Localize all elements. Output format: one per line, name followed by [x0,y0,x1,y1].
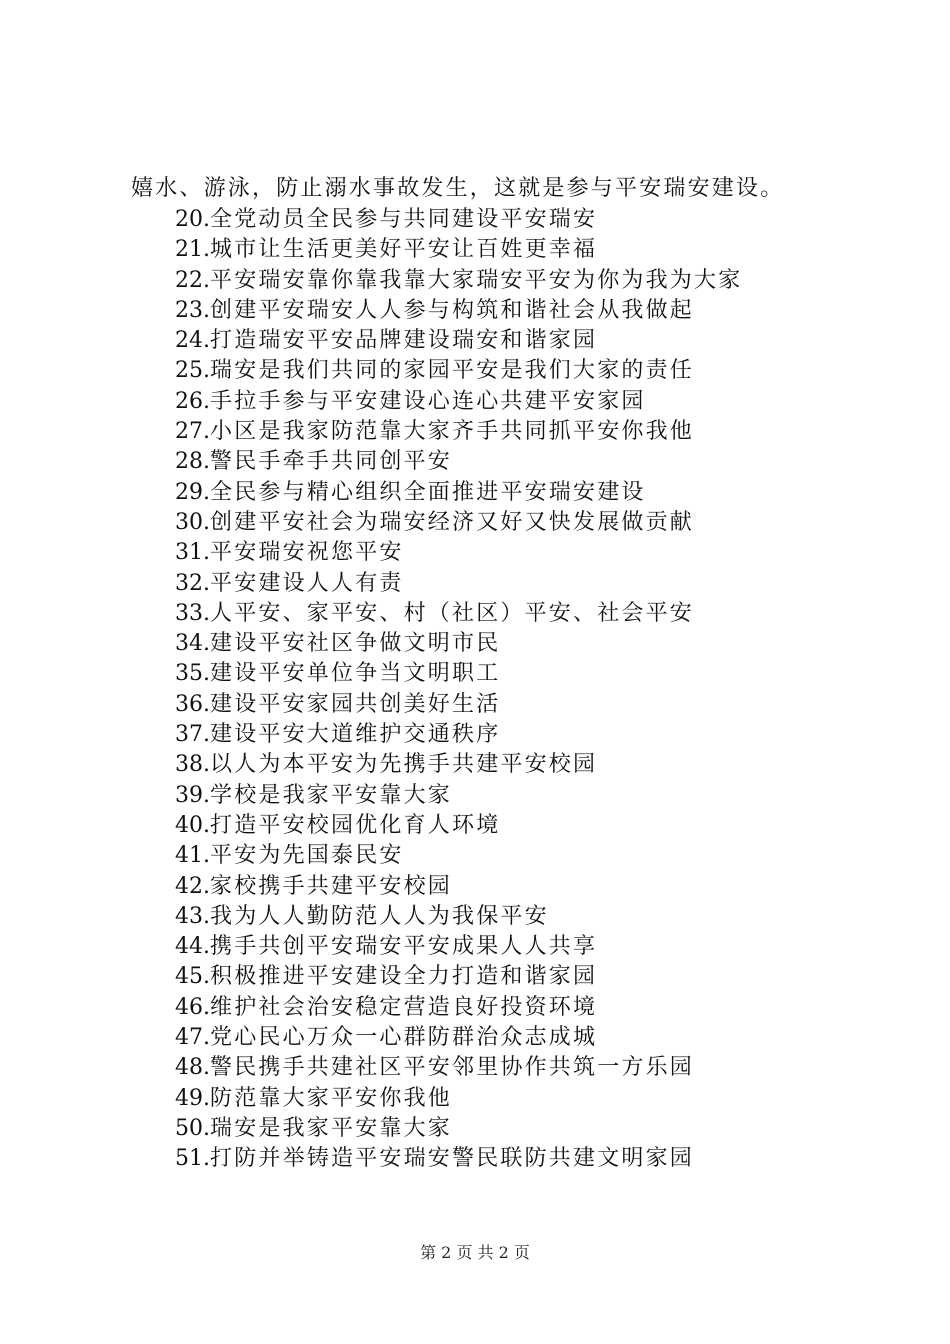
slogan-number: 24. [175,328,210,354]
slogan-text: 建设平安单位争当文明职工 [210,661,501,687]
page-footer: 第 2 页 共 2 页 [420,1243,530,1262]
slogan-item [175,266,742,296]
slogan-number: 50. [175,1115,210,1141]
slogan-text: 人平安、家平安、村（社区）平安、社会平安 [210,600,695,626]
slogan-item [175,538,742,568]
slogan-text: 警民手牵手共同创平安 [210,449,453,475]
slogan-number: 22. [175,267,210,293]
slogan-number: 29. [175,479,210,505]
slogan-text: 平安瑞安靠你靠我靠大家瑞安平安为你为我为大家 [210,267,743,293]
slogan-item [175,872,742,902]
slogan-number: 46. [175,994,210,1020]
slogan-text: 携手共创平安瑞安平安成果人人共享 [210,934,598,960]
slogan-text: 打防并举铸造平安瑞安警民联防共建文明家园 [210,1146,695,1172]
slogan-text: 维护社会治安稳定营造良好投资环境 [210,994,598,1020]
slogan-item [175,508,742,538]
slogan-item [175,1144,742,1174]
slogan-text: 平安建设人人有责 [210,570,404,596]
slogan-text: 党心民心万众一心群防群治众志成城 [210,1025,598,1051]
slogan-number: 48. [175,1055,210,1081]
slogan-text: 创建平安社会为瑞安经济又好又快发展做贡献 [210,509,695,535]
slogan-item [175,356,742,386]
slogan-number: 51. [175,1146,210,1172]
slogan-text: 打造瑞安平安品牌建设瑞安和谐家园 [210,328,598,354]
slogan-number: 28. [175,449,210,475]
slogan-item [175,659,742,689]
slogan-item [175,750,742,780]
slogan-text: 打造平安校园优化育人环境 [210,812,501,838]
slogan-text: 城市让生活更美好平安让百姓更幸福 [210,237,598,263]
slogan-item [175,841,742,871]
slogan-text: 平安瑞安祝您平安 [210,540,404,566]
slogan-number: 30. [175,509,210,535]
slogan-number: 27. [175,419,210,445]
slogan-item [175,569,742,599]
slogan-text: 防范靠大家平安你我他 [210,1085,453,1111]
slogan-item [175,417,742,447]
slogan-number: 20. [175,207,210,232]
slogan-item [175,629,742,659]
slogan-text: 瑞安是我家平安靠大家 [210,1115,453,1141]
slogan-number: 44. [175,934,210,960]
slogan-text: 建设平安大道维护交通秩序 [210,722,501,748]
slogan-item [175,1114,742,1144]
slogan-item [175,781,742,811]
slogan-text: 积极推进平安建设全力打造和谐家园 [210,964,598,990]
slogan-item [175,387,742,417]
slogan-number: 26. [175,388,210,414]
slogan-item [175,447,742,477]
slogan-text: 手拉手参与平安建设心连心共建平安家园 [210,388,646,414]
slogan-number: 32. [175,570,210,596]
slogan-number: 35. [175,661,210,687]
slogan-text: 全民参与精心组织全面推进平安瑞安建设 [210,479,646,505]
slogan-text: 全党动员全民参与共同建设平安瑞安 [210,207,598,232]
slogan-item [175,205,742,235]
slogan-number: 49. [175,1085,210,1111]
slogan-item [175,690,742,720]
slogan-item [175,962,742,992]
slogan-text: 小区是我家防范靠大家齐手共同抓平安你我他 [210,419,695,445]
slogan-text: 建设平安社区争做文明市民 [210,631,501,657]
slogan-number: 38. [175,752,210,778]
slogan-number: 21. [175,237,210,263]
slogan-text: 家校携手共建平安校园 [210,873,453,899]
slogan-number: 36. [175,691,210,717]
slogan-number: 42. [175,873,210,899]
slogan-item [175,1023,742,1053]
slogan-number: 23. [175,297,210,323]
slogan-number: 41. [175,843,210,869]
slogan-item [175,599,742,629]
slogan-number: 31. [175,540,210,566]
continued-paragraph: 嬉水、游泳，防止溺水事故发生，这就是参与平安瑞安建设。 [131,176,785,201]
slogan-number: 43. [175,903,210,929]
slogan-item [175,902,742,932]
slogan-item [175,993,742,1023]
slogan-text: 学校是我家平安靠大家 [210,782,453,808]
slogan-text: 平安为先国泰民安 [210,843,404,869]
slogan-item [175,478,742,508]
slogan-number: 40. [175,812,210,838]
slogan-text: 以人为本平安为先携手共建平安校园 [210,752,598,778]
slogan-item [175,1084,742,1114]
slogan-item [175,1053,742,1083]
slogan-text: 瑞安是我们共同的家园平安是我们大家的责任 [210,358,695,384]
slogan-number: 25. [175,358,210,384]
slogan-number: 39. [175,782,210,808]
slogan-number: 47. [175,1025,210,1051]
slogan-item [175,811,742,841]
slogan-number: 37. [175,722,210,748]
slogan-text: 创建平安瑞安人人参与构筑和谐社会从我做起 [210,297,695,323]
slogan-number: 45. [175,964,210,990]
slogan-number: 34. [175,631,210,657]
slogan-item [175,296,742,326]
slogan-item [175,235,742,265]
slogan-text: 我为人人勤防范人人为我保平安 [210,903,549,929]
slogan-text: 建设平安家园共创美好生活 [210,691,501,717]
slogan-text: 警民携手共建社区平安邻里协作共筑一方乐园 [210,1055,695,1081]
slogan-list [175,205,742,1175]
slogan-item [175,720,742,750]
slogan-item [175,326,742,356]
slogan-item [175,932,742,962]
slogan-number: 33. [175,600,210,626]
